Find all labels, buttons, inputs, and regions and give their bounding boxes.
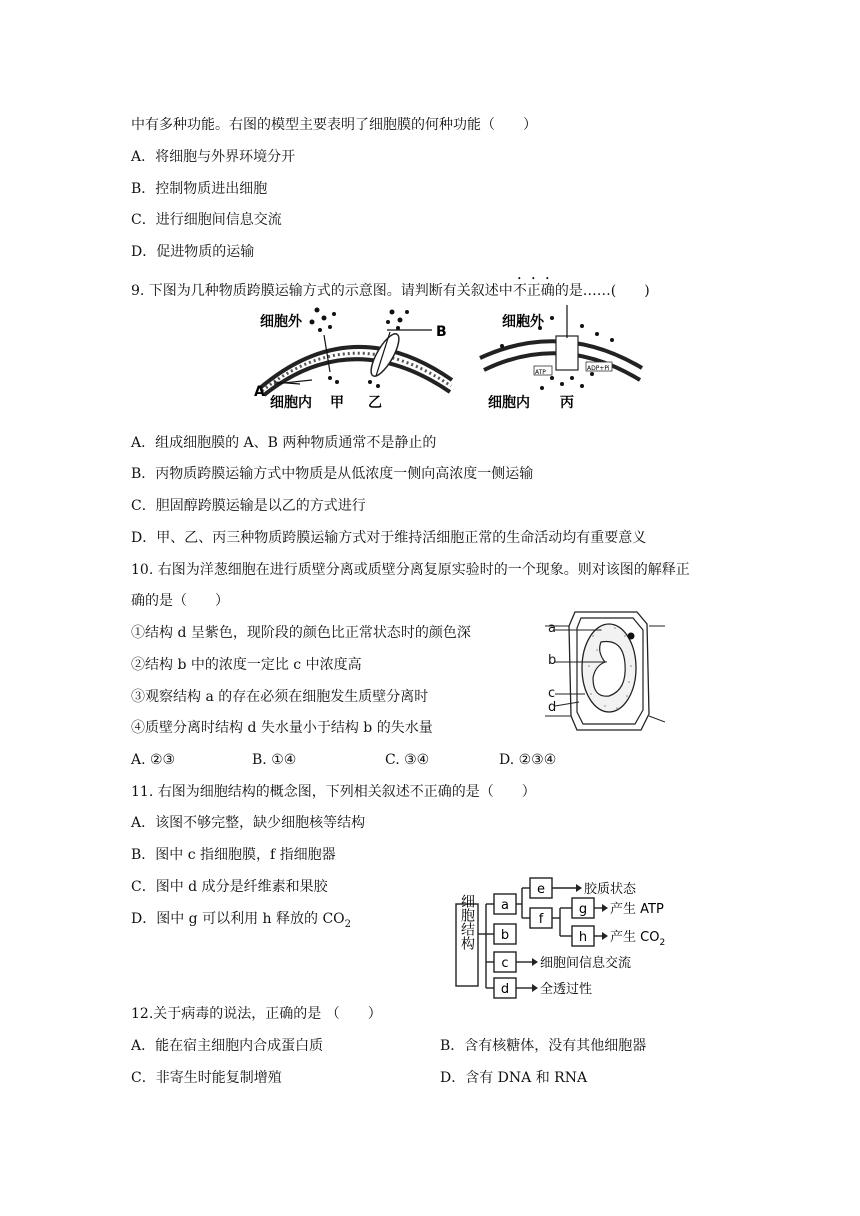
q8-option-d: D．促进物质的运输 <box>131 244 255 260</box>
q11-node-b: b <box>500 928 510 943</box>
q10-fig-label-b: b <box>548 653 557 668</box>
q11-option-c: C．图中 d 成分是纤维素和果胶 <box>131 879 328 895</box>
q11-concept-diagram <box>452 874 692 1000</box>
q11-desc-h-text: 产生 CO <box>610 930 660 945</box>
q11-node-g: g <box>578 902 588 917</box>
q9-stem-after: 的是……( ) <box>554 283 650 299</box>
q8-stem-tail: 中有多种功能。右图的模型主要表明了细胞膜的何种功能（ ） <box>131 117 537 133</box>
q9-label-inside-right: 细胞内 <box>488 395 530 411</box>
q11-desc-g: 产生 ATP <box>610 902 664 917</box>
q10-statement-1: ①结构 d 呈紫色，现阶段的颜色比正常状态时的颜色深 <box>131 625 471 641</box>
q11-option-d <box>131 910 351 934</box>
q9-label-adp: ADP+Pi <box>587 365 610 372</box>
q10-option-c: C. ③④ <box>385 752 430 768</box>
q10-fig-label-d: d <box>548 700 557 715</box>
q12-stem: 12.关于病毒的说法，正确的是 （ ） <box>131 1006 382 1022</box>
q10-option-b: B. ①④ <box>252 752 297 768</box>
q11-desc-h <box>610 929 665 948</box>
q9-option-d: D．甲、乙、丙三种物质跨膜运输方式对于维持活细胞正常的生命活动均有重要意义 <box>131 530 647 546</box>
q11-stem: 11. 右图为细胞结构的概念图，下列相关叙述不正确的是（ ） <box>131 784 536 800</box>
q8-option-c: C．进行细胞间信息交流 <box>131 212 282 228</box>
q9-label-yi: 乙 <box>368 395 382 411</box>
q9-stem <box>131 275 650 300</box>
q8-option-b: B．控制物质进出细胞 <box>131 181 268 197</box>
q11-option-d-sub: 2 <box>344 918 352 930</box>
q11-node-d: d <box>500 982 510 997</box>
q9-label-inside-left: 细胞内 <box>270 395 312 411</box>
q9-stem-before: 9. 下图为几种物质跨膜运输方式的示意图。请判断有关叙述中 <box>131 283 513 299</box>
q11-node-f: f <box>538 912 544 927</box>
q12-option-a: A．能在宿主细胞内合成蛋白质 <box>131 1038 324 1054</box>
q9-label-atp: ATP <box>535 369 546 376</box>
q11-desc-c: 细胞间信息交流 <box>540 956 632 971</box>
q9-label-outside-right: 细胞外 <box>502 314 544 330</box>
q11-option-b: B．图中 c 指细胞膜，f 指细胞器 <box>131 847 336 863</box>
q10-stem-line1: 10. 右图为洋葱细胞在进行质壁分离或质壁分离复原实验时的一个现象。则对该图的解释正 <box>131 562 690 578</box>
q12-option-d: D．含有 DNA 和 RNA <box>440 1070 588 1086</box>
q10-statement-3: ③观察结构 a 的存在必须在细胞发生质壁分离时 <box>131 689 429 705</box>
q10-fig-label-a: a <box>548 621 556 636</box>
q9-label-jia: 甲 <box>330 395 344 411</box>
q9-transport-figure <box>252 300 662 415</box>
q12-option-c: C．非寄生时能复制增殖 <box>131 1070 282 1086</box>
q11-desc-d: 全透过性 <box>540 982 593 997</box>
q11-node-h: h <box>578 930 588 945</box>
membrane-left <box>260 330 452 395</box>
q9-stem-emphasis: 不正确 <box>512 283 555 299</box>
q9-option-a: A．组成细胞膜的 A、B 两种物质通常不是静止的 <box>131 435 437 451</box>
q10-option-d: D. ②③④ <box>499 752 557 768</box>
q12-option-b: B．含有核糖体，没有其他细胞器 <box>440 1038 647 1054</box>
q11-desc-e: 胶质状态 <box>584 882 637 897</box>
q8-option-a: A．将细胞与外界环境分开 <box>131 149 296 165</box>
q10-statement-4: ④质壁分离时结构 d 失水量小于结构 b 的失水量 <box>131 720 433 736</box>
q11-desc-h-sub: 2 <box>659 938 666 948</box>
q11-option-a: A．该图不够完整，缺少细胞核等结构 <box>131 815 366 831</box>
q10-fig-label-c: c <box>548 686 556 701</box>
q9-label-outside-left: 细胞外 <box>260 314 302 330</box>
q10-cell-figure <box>545 606 665 736</box>
q11-node-e: e <box>537 882 545 897</box>
q11-root-label: 细胞结构 <box>459 894 475 950</box>
q9-option-b: B．丙物质跨膜运输方式中物质是从低浓度一侧向高浓度一侧运输 <box>131 466 534 482</box>
q9-label-b: B <box>436 324 447 340</box>
q10-statement-2: ②结构 b 中的浓度一定比 c 中浓度高 <box>131 657 362 673</box>
q9-label-a: A <box>254 384 265 400</box>
q10-option-a: A. ②③ <box>131 752 176 768</box>
q11-node-a: a <box>501 898 509 913</box>
q10-stem-line2: 确的是（ ） <box>131 593 229 609</box>
q9-label-bing: 丙 <box>560 395 574 411</box>
q11-option-d-text: D．图中 g 可以利用 h 释放的 CO <box>131 911 345 927</box>
q11-node-c: c <box>501 956 509 971</box>
q9-option-c: C．胆固醇跨膜运输是以乙的方式进行 <box>131 498 366 514</box>
